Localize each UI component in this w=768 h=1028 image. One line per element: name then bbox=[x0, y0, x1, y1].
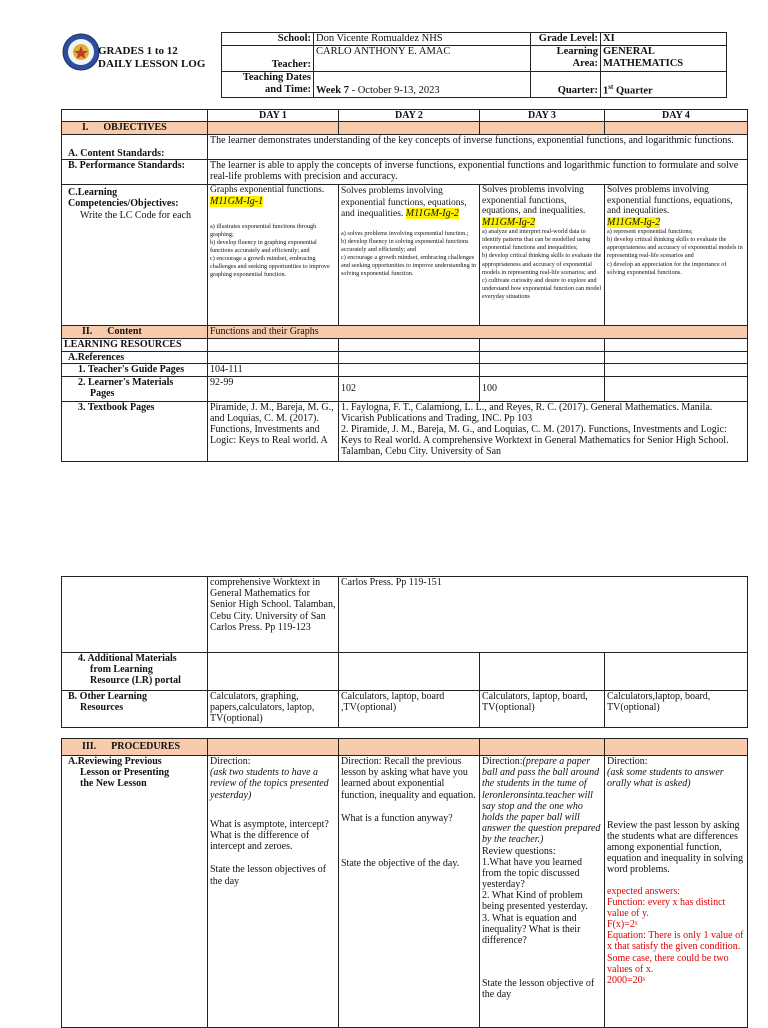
additional-materials-label-1: 4. Additional Materials bbox=[78, 653, 177, 664]
blank-cell bbox=[480, 653, 605, 691]
textbook-pages-day1: Piramide, J. M., Bareja, M. G., and Loquias, C. M. (2017). Functions, Investments and Logic: Keys to Real world. A bbox=[208, 401, 339, 461]
day1-competency-title: Graphs exponential functions. bbox=[210, 185, 325, 196]
procedures-heading-fill bbox=[339, 739, 480, 756]
additional-materials-label-2: from Learning bbox=[90, 664, 153, 676]
reviewing-lesson-label-2: Lesson or Presenting bbox=[80, 767, 170, 779]
blank-cell bbox=[208, 339, 339, 352]
learning-area-label-2: Area: bbox=[572, 57, 598, 69]
day2-competency-title: Solves problems involving exponential functions, equations, and inequalities. bbox=[341, 186, 467, 220]
additional-materials-label bbox=[62, 653, 208, 691]
blank-cell bbox=[339, 339, 480, 352]
day4-direction: Direction: bbox=[607, 756, 648, 767]
other-resources-label-2: Resources bbox=[80, 702, 124, 714]
learning-area-label-1: Learning bbox=[556, 46, 598, 57]
quarter-num: 1 bbox=[603, 85, 609, 97]
reviewing-lesson-label-1: A.Reviewing Previous bbox=[68, 756, 162, 767]
textbook-pages-day1-cont: comprehensive Worktext in General Mathematics for Senior High School. Talamban, Cebu City. University of San Carlos Press. Pp 119-123 bbox=[208, 577, 339, 653]
blank-cell bbox=[62, 577, 208, 653]
day4-answer: F(x)=2ˣ bbox=[607, 919, 638, 931]
day1-lc-code: M11GM-Ig-1 bbox=[210, 195, 264, 207]
day3-objective-statement: State the lesson objective of the day bbox=[482, 978, 595, 1001]
day2-objective: b) develop fluency in solving exponential functions accurately and efficiently; and bbox=[341, 238, 469, 254]
competencies-label-3: Write the LC Code for each bbox=[80, 209, 191, 221]
day3-question: 1.What have you learned from the topic discussed yesterday? bbox=[482, 856, 582, 891]
learning-area-value-1: GENERAL bbox=[603, 46, 655, 57]
day1-objective-statement: State the lesson objectives of the day bbox=[210, 864, 327, 887]
day-header-blank bbox=[62, 110, 208, 122]
form-title-line2: DAILY LESSON LOG bbox=[98, 57, 206, 70]
day4-answer: Function: every x has distinct value of y. bbox=[607, 896, 726, 919]
competencies-label-2: Competencies/Objectives: bbox=[68, 198, 179, 210]
performance-standards-label: B. Performance Standards: bbox=[62, 160, 208, 185]
reviewing-lesson-label-3: the New Lesson bbox=[80, 778, 147, 790]
blank-cell bbox=[605, 339, 748, 352]
day1-direction-note: (ask two students to have a review of the topics presented yesterday) bbox=[210, 767, 329, 801]
blank-cell bbox=[605, 653, 748, 691]
day2-question: What is a function anyway? bbox=[341, 812, 453, 824]
blank-cell bbox=[339, 364, 480, 376]
blank-cell bbox=[208, 653, 339, 691]
day3-review bbox=[480, 756, 605, 1028]
day1-question: What is the difference of intercept and zeroes. bbox=[210, 829, 310, 853]
content-standards-text: The learner demonstrates understanding of the key concepts of inverse functions, exponential functions, and logarithmic functions. bbox=[208, 135, 748, 160]
teaching-dates-label-2: and Time: bbox=[265, 83, 311, 95]
blank-cell bbox=[605, 376, 748, 401]
other-resources-day3: Calculators, laptop, board, TV(optional) bbox=[480, 691, 605, 728]
procedures-heading: III. PROCEDURES bbox=[62, 739, 208, 756]
day2-objective-statement: State the objective of the day. bbox=[341, 857, 460, 869]
lesson-table bbox=[61, 109, 748, 462]
objectives-heading: I. OBJECTIVES bbox=[62, 122, 208, 135]
day1-objective: c) encourage a growth mindset, embracing challenges and seeking opportunities to improve graphing exponential function. bbox=[210, 255, 330, 279]
learners-materials-label-2: Pages bbox=[90, 387, 115, 399]
resources-continuation-table bbox=[61, 576, 748, 728]
day1-review bbox=[208, 756, 339, 1028]
day3-competency-title: Solves problems involving exponential functions, equations, and inequalities. bbox=[482, 185, 586, 217]
day3-objective: a) analyze and interpret real-world data to identify patterns that can be modelled using exponential functions and inequalities; bbox=[482, 228, 591, 252]
form-title-line1: GRADES 1 to 12 bbox=[98, 45, 178, 57]
day3-question: 2. What Kind of problem being presented yesterday. bbox=[482, 890, 588, 913]
day1-direction: Direction: bbox=[210, 756, 251, 767]
content-value: Functions and their Graphs bbox=[208, 326, 748, 339]
teachers-guide-label: 1. Teacher's Guide Pages bbox=[62, 364, 208, 376]
competencies-label bbox=[62, 185, 208, 326]
competencies-label-1: C.Learning bbox=[68, 187, 118, 199]
references-label: A.References bbox=[62, 352, 208, 364]
school-value: Don Vicente Romualdez NHS bbox=[314, 33, 531, 46]
blank-cell bbox=[480, 364, 605, 376]
blank-cell bbox=[339, 352, 480, 364]
quarter-sup: st bbox=[608, 82, 614, 91]
additional-materials-label-3: Resource (LR) portal bbox=[90, 675, 181, 687]
day3-objective: b) develop critical thinking skills to evaluate the appropriateness and accuracy of exponential models in representing real-life scenarios; and bbox=[482, 252, 602, 276]
school-label: School: bbox=[222, 33, 314, 46]
day1-objective: a) illustrates exponential functions through graphing; bbox=[210, 223, 317, 239]
objectives-heading-fill bbox=[339, 122, 480, 135]
grade-level-value: XI bbox=[601, 33, 727, 46]
learning-resources-heading: LEARNING RESOURCES bbox=[62, 339, 208, 352]
day3-header: DAY 3 bbox=[480, 110, 605, 122]
deped-seal-icon bbox=[62, 33, 100, 71]
textbook-ref-2: 2. Piramide, J. M., Bareja, M. G., and Loquias, C. M. (2017). Functions, Investments and Logic: Keys to Real world. A comprehensive Worktext in General Mathematics for Senior High School. Talamban, Cebu City. University of San bbox=[341, 423, 729, 458]
teaching-dates-label-1: Teaching Dates bbox=[242, 72, 311, 83]
blank-cell bbox=[480, 352, 605, 364]
textbook-pages-rest bbox=[339, 401, 748, 461]
other-resources-day2: Calculators, laptop, board ,TV(optional) bbox=[339, 691, 480, 728]
day1-objective-list bbox=[210, 223, 336, 279]
day4-direction-note: (ask some students to answer orally what is asked) bbox=[607, 767, 724, 790]
teaching-dates-value bbox=[314, 72, 531, 98]
other-resources-day4: Calculators,laptop, board, TV(optional) bbox=[605, 691, 748, 728]
form-title bbox=[98, 45, 205, 70]
quarter-word: Quarter bbox=[613, 85, 653, 97]
day3-question: 3. What is equation and inequality? What is their difference? bbox=[482, 912, 581, 946]
day2-objective: c) encourage a growth mindset, embracing challenges and seeking opportunities to improve understanding in solving exponential function. bbox=[341, 254, 477, 278]
day4-review-text: Review the past lesson by asking the students what are differences among exponential function, equation and inequality in solving word problems. bbox=[607, 819, 744, 876]
day3-review-heading: Review questions: bbox=[482, 845, 556, 857]
day2-competency bbox=[339, 185, 480, 326]
textbook-pages-rest-cont: Carlos Press. Pp 119-151 bbox=[339, 577, 748, 653]
blank-cell bbox=[339, 653, 480, 691]
day4-competency-title: Solves problems involving exponential functions, equations, and inequalities. bbox=[607, 185, 733, 217]
day2-objective-list bbox=[341, 230, 477, 278]
blank-cell bbox=[480, 339, 605, 352]
day3-objective: c) cultivate curiosity and desire to explore and understand how exponential function can model everyday situations bbox=[482, 276, 602, 300]
reviewing-lesson-label bbox=[62, 756, 208, 1028]
other-resources-label bbox=[62, 691, 208, 728]
learners-materials-label-1: 2. Learner's Materials bbox=[78, 376, 174, 388]
day1-objective: b) develop fluency in graphing exponential functions accurately and efficiently; and bbox=[210, 239, 317, 255]
procedures-heading-fill bbox=[605, 739, 748, 756]
procedures-heading-fill bbox=[208, 739, 339, 756]
date-range: - October 9-13, 2023 bbox=[348, 85, 440, 97]
day2-objective: a) solves problems involving exponential function.; bbox=[341, 230, 469, 238]
objectives-heading-fill bbox=[480, 122, 605, 135]
objectives-heading-fill bbox=[208, 122, 339, 135]
teachers-guide-day1: 104-111 bbox=[208, 364, 339, 376]
learning-area-value-2: MATHEMATICS bbox=[603, 57, 684, 69]
day2-review bbox=[339, 756, 480, 1028]
learners-materials-day1: 92-99 bbox=[208, 376, 339, 401]
teaching-dates-label bbox=[222, 72, 314, 98]
performance-standards-text: The learner is able to apply the concepts of inverse functions, exponential functions and logarithmic function to formulate and solve real-life problems with precision and accuracy. bbox=[208, 160, 748, 185]
textbook-pages-label: 3. Textbook Pages bbox=[62, 401, 208, 461]
day2-direction: Direction: Recall the previous lesson by asking what have you learned about exponential function, inequality and equation. bbox=[341, 756, 476, 801]
blank-cell bbox=[208, 352, 339, 364]
day4-competency bbox=[605, 185, 748, 326]
day1-header: DAY 1 bbox=[208, 110, 339, 122]
day4-objective: a) represent exponential functions; bbox=[607, 228, 693, 236]
learning-area-label bbox=[531, 46, 601, 72]
day4-review bbox=[605, 756, 748, 1028]
day4-lc-code: M11GM-Ig-2 bbox=[607, 217, 661, 229]
day4-answer: 2000=20ˣ bbox=[607, 975, 646, 986]
objectives-heading-fill bbox=[605, 122, 748, 135]
learning-area-value bbox=[601, 46, 727, 72]
other-resources-day1: Calculators, graphing, papers,calculators, laptop, TV(optional) bbox=[208, 691, 339, 728]
day3-lc-code: M11GM-Ig-2 bbox=[482, 217, 536, 229]
grade-level-label: Grade Level: bbox=[531, 33, 601, 46]
day4-answer: Equation: There is only 1 value of x that satisfy the given condition. Some case, there could be two values of x. bbox=[607, 930, 744, 975]
quarter-label: Quarter: bbox=[531, 72, 601, 98]
header-table bbox=[221, 32, 727, 98]
day2-header: DAY 2 bbox=[339, 110, 480, 122]
procedures-table bbox=[61, 738, 748, 1028]
quarter-value bbox=[601, 72, 727, 98]
day3-objective-list bbox=[482, 228, 602, 301]
day4-expected-label: expected answers: bbox=[607, 885, 681, 897]
day4-objective: c) develop an appreciation for the importance of solving exponential functions. bbox=[607, 260, 727, 276]
day1-question: What is asymptote, intercept? bbox=[210, 818, 329, 830]
day3-direction-note: (prepare a paper ball and pass the ball around the students in the tume of leronleronsinta.teacher will say stop and the one who holds the paper ball will answer the question prepared by the teacher.) bbox=[482, 756, 601, 846]
week-label: Week 7 bbox=[316, 85, 349, 97]
learners-materials-day3: 100 bbox=[480, 376, 605, 401]
content-heading: II. Content bbox=[62, 326, 208, 339]
day4-objective: b) develop critical thinking skills to evaluate the appropriateness and accuracy of exponential models in representing real-life scenarios and bbox=[607, 236, 743, 260]
day4-header: DAY 4 bbox=[605, 110, 748, 122]
blank-cell bbox=[605, 364, 748, 376]
learners-materials-day2: 102 bbox=[339, 376, 480, 401]
other-resources-label-1: B. Other Learning bbox=[68, 691, 147, 702]
day4-objective-list bbox=[607, 228, 745, 276]
day3-competency bbox=[480, 185, 605, 326]
content-standards-label: A. Content Standards: bbox=[62, 135, 208, 160]
day1-competency bbox=[208, 185, 339, 326]
blank-cell bbox=[605, 352, 748, 364]
day2-lc-code: M11GM-Ig-2 bbox=[405, 208, 459, 220]
textbook-ref-1: 1. Faylogna, F. T., Calamiong, L. L., and Reyes, R. C. (2017). General Mathematics. Manila. Vicarish Publications and Trading, INC. Pp 103 bbox=[341, 401, 713, 424]
teacher-value: CARLO ANTHONY E. AMAC bbox=[314, 46, 531, 72]
procedures-heading-fill bbox=[480, 739, 605, 756]
teacher-label: Teacher: bbox=[222, 46, 314, 72]
day3-direction-block bbox=[482, 756, 602, 846]
day3-direction: Direction: bbox=[482, 756, 523, 767]
learners-materials-label bbox=[62, 376, 208, 401]
